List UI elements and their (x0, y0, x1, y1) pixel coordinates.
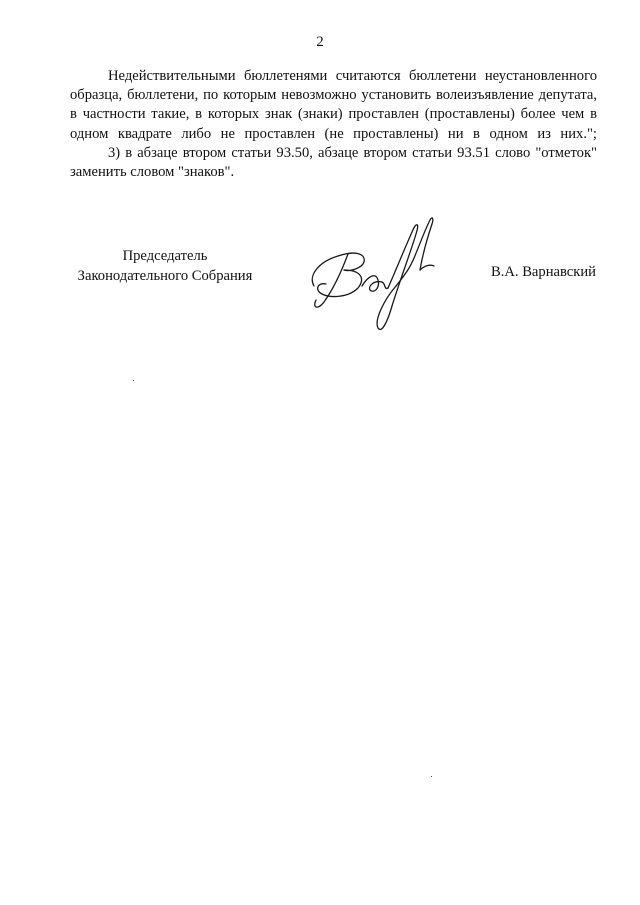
signature-block (0, 0, 640, 400)
paragraph-amendment-3: 3) в абзаце втором статьи 93.50, абзаце втором статьи 93.51 слово "отметок" заменить словом "знаков". (70, 144, 597, 181)
paragraph-invalid-ballots: Недействительными бюллетенями считаются бюллетени неустановленного образца, бюллетени, по которым невозможно установить волеизъявление депутата, в частности такие, в которых знак (знаки) проставлен (проставлены) более чем в одном квадрате либо не проставлен (не проставлены) ни в одном из них."; (70, 68, 597, 142)
signatory-title-line2: Законодательного Собрания (77, 268, 253, 284)
signatory-title-line1: Председатель (122, 248, 208, 264)
page-number: 2 (316, 34, 324, 50)
handwritten-signature (304, 210, 446, 344)
scan-speck (431, 776, 432, 777)
signatory-title (70, 246, 260, 286)
scan-speck (133, 380, 134, 381)
signatory-name: В.А. Варнавский (490, 264, 596, 280)
